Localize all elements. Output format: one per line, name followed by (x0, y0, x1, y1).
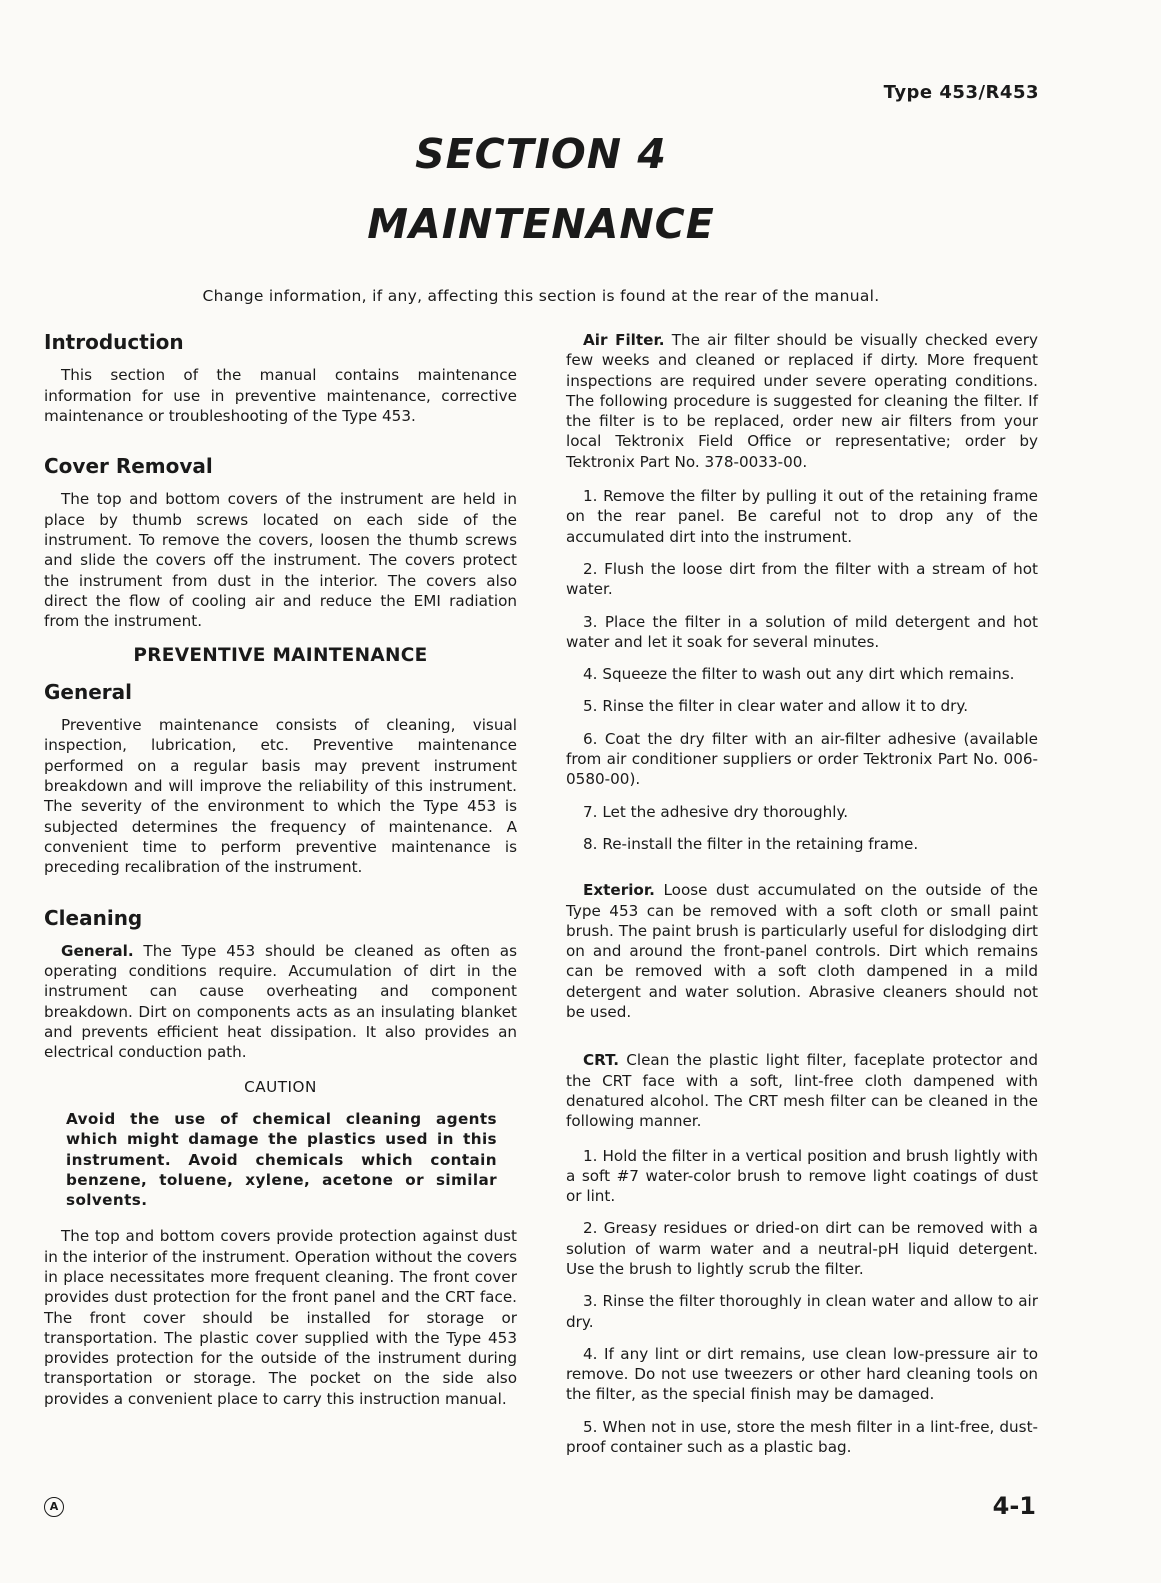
crt-step: 4. If any lint or dirt remains, use clean low-pressure air to remove. Do not use tweezers or other hard cleaning tools on the filter, as the special finish may be damaged. (566, 1344, 1038, 1404)
exterior-label: Exterior. (583, 881, 655, 900)
left-column (44, 330, 517, 1423)
cleaning-general-paragraph (44, 941, 517, 1063)
revision-mark: A (44, 1497, 64, 1517)
air-filter-label: Air Filter. (583, 331, 665, 349)
air-filter-step: 2. Flush the loose dirt from the filter with a stream of hot water. (566, 559, 1038, 599)
crt-step: 5. When not in use, store the mesh filter in a lint-free, dust-proof container such as a plastic bag. (566, 1417, 1038, 1457)
air-filter-step: 7. Let the adhesive dry thoroughly. (583, 802, 849, 821)
introduction-text: This section of the manual contains maintenance information for use in preventive maintenance, corrective maintenance or troubleshooting of the Type 453. (44, 366, 517, 425)
section-number: SECTION 4 (415, 130, 667, 178)
introduction-heading: Introduction (44, 330, 184, 354)
caution-text: Avoid the use of chemical cleaning agents which might damage the plastics used in this instrument. Avoid chemicals which contain benzene, toluene, xylene, acetone or similar solvents. (66, 1109, 497, 1210)
crt-step: 3. Rinse the filter thoroughly in clean water and allow to air dry. (566, 1292, 1038, 1331)
air-filter-step: 5. Rinse the filter in clear water and allow it to dry. (583, 697, 969, 716)
crt-text: Clean the plastic light filter, faceplate protector and the CRT face with a soft, lint-free cloth dampened with denatured alcohol. The CRT mesh filter can be cleaned in the following manner. (566, 1051, 1039, 1131)
crt-step: 1. Hold the filter in a vertical position and brush lightly with a soft #7 water-color brush to remove light coatings of dust or lint. (566, 1146, 1038, 1206)
document-type-label: Type 453/R453 (883, 82, 1039, 103)
exterior-paragraph (566, 880, 1038, 1022)
air-filter-step: 6. Coat the dry filter with an air-filter adhesive (available from air conditioner suppliers or order Tektronix Part No. 006-0580-00). (566, 729, 1038, 789)
air-filter-paragraph (566, 330, 1038, 472)
crt-step: 2. Greasy residues or dried-on dirt can be removed with a solution of warm water and a neutral-pH liquid detergent. Use the brush to lightly scrub the filter. (566, 1219, 1038, 1278)
section-title: MAINTENANCE (367, 200, 715, 248)
right-column (566, 330, 1038, 1469)
air-filter-text: The air filter should be visually checked every few weeks and cleaned or replaced if dirty. More frequent inspections are required under severe operating conditions. The following procedure is suggested for cleaning the filter. If the filter is to be replaced, order new air filters from your local Tektronix Field Office or representative; order by Tektronix Part No. 378-0033-00. (566, 331, 1038, 471)
air-filter-step: 4. Squeeze the filter to wash out any dirt which remains. (583, 665, 1015, 684)
crt-paragraph (566, 1050, 1038, 1131)
cleaning-heading: Cleaning (44, 905, 143, 930)
air-filter-step: 3. Place the filter in a solution of mild detergent and hot water and let it soak for several minutes. (566, 612, 1038, 651)
exterior-text: Loose dust accumulated on the outside of the Type 453 can be removed with a soft cloth or small paint brush. The paint brush is particularly useful for dislodging dirt on and around the front-panel controls. Dirt which remains can be removed with a soft cloth dampened in a mild detergent and water solution. Abrasive cleaners should not be used. (566, 881, 1039, 1022)
cover-removal-heading: Cover Removal (44, 454, 213, 479)
page-number: 4-1 (992, 1492, 1036, 1520)
caution-heading: CAUTION (244, 1077, 317, 1096)
cleaning-general-text: The Type 453 should be cleaned as often as operating conditions require. Accumulation of dirt in the instrument can cause overheating and component breakdown. Dirt on components acts as an insulating blanket and prevents efficient heat dissipation. It also provides an electrical conduction path. (44, 941, 517, 1062)
general-heading: General (44, 679, 132, 704)
preventive-maintenance-heading: PREVENTIVE MAINTENANCE (133, 644, 428, 666)
cover-removal-text: The top and bottom covers of the instrument are held in place by thumb screws located on each side of the instrument. To remove the covers, loosen the thumb screws and slide the covers off the instrument. The covers protect the instrument from dust in the interior. The covers also direct the flow of cooling air and reduce the EMI radiation from the instrument. (44, 490, 517, 631)
change-information-note: Change information, if any, affecting this section is found at the rear of the manual. (202, 287, 880, 305)
crt-label: CRT. (583, 1051, 619, 1070)
general-text: Preventive maintenance consists of cleaning, visual inspection, lubrication, etc. Preventive maintenance performed on a regular basis may prevent instrument breakdown and will improve the reliability of this instrument. The severity of the environment to which the Type 453 is subjected determines the frequency of maintenance. A convenient time to perform preventive maintenance is preceding recalibration of the instrument. (44, 716, 517, 877)
covers-protection-text: The top and bottom covers provide protection against dust in the interior of the instrument. Operation without the covers in place necessitates more frequent cleaning. The front cover provides dust protection for the front panel and the CRT face. The front cover should be installed for storage or transportation. The plastic cover supplied with the Type 453 provides protection for the outside of the instrument during transportation or storage. The pocket on the side also provides a convenient place to carry this instruction manual. (44, 1227, 517, 1408)
air-filter-step: 8. Re-install the filter in the retaining frame. (583, 834, 919, 853)
air-filter-step: 1. Remove the filter by pulling it out of the retaining frame on the rear panel. Be careful not to drop any of the accumulated dirt into the instrument. (566, 487, 1038, 546)
cleaning-general-label: General. (61, 941, 134, 960)
